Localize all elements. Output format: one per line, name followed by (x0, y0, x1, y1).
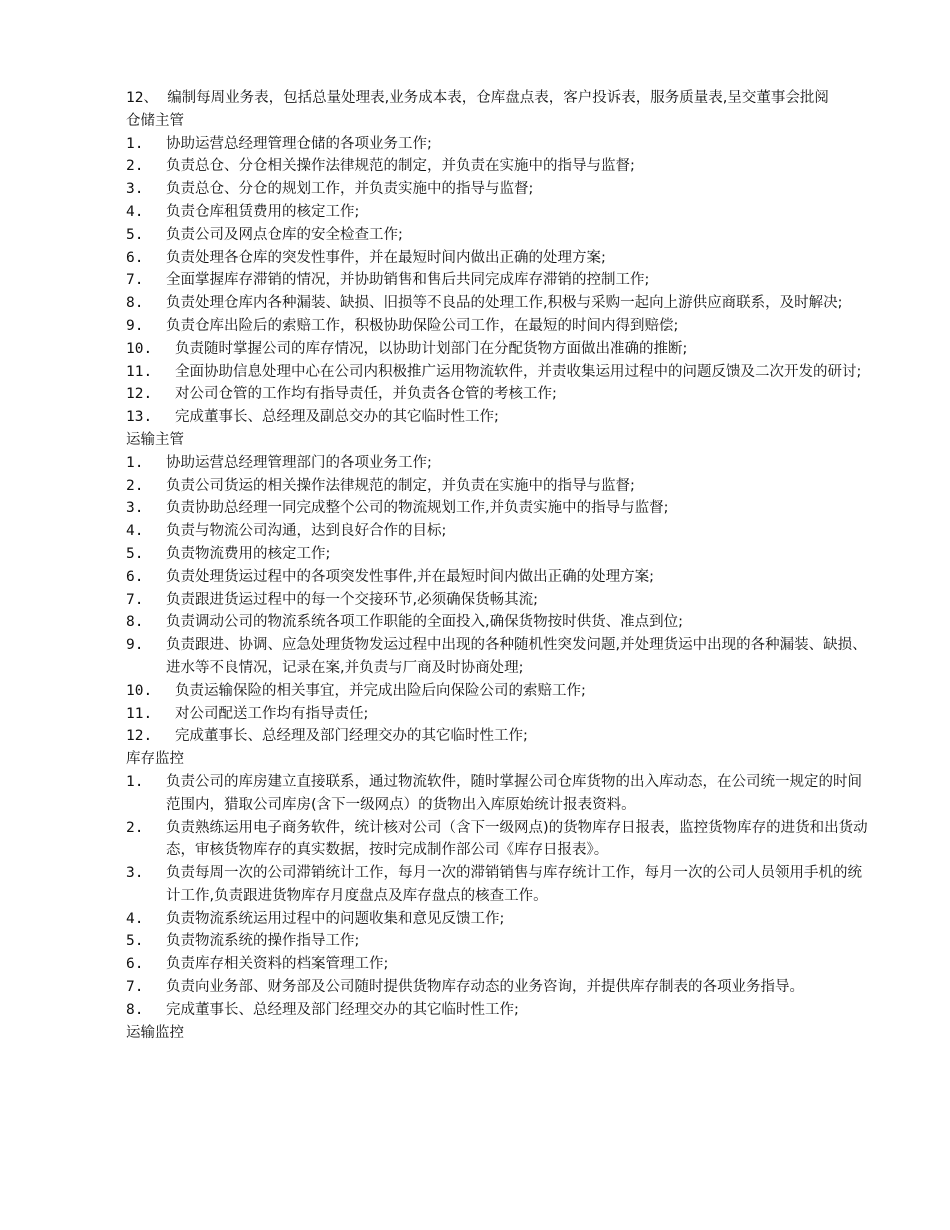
section-heading: 库存监控 (126, 751, 184, 768)
list-item-number: 8. (126, 1001, 144, 1018)
list-item (88, 589, 868, 612)
list-item-text: 负责物流系统的操作指导工作; (166, 933, 360, 950)
list-item-text: 负责跟进货运过程中的每一个交接环节,必须确保货畅其流; (166, 591, 538, 608)
intro-paragraph (88, 87, 868, 110)
list-item-text: 负责处理货运过程中的各项突发性事件,并在最短时间内做出正确的处理方案; (166, 568, 654, 585)
list-item-number: 2. (126, 158, 144, 175)
list-item (88, 611, 868, 634)
list-item (88, 634, 868, 680)
list-item-number: 1. (126, 773, 144, 790)
list-item (88, 224, 868, 247)
list-item-text: 负责总仓、分仓相关操作法律规范的制定，并负责在实施中的指导与监督; (166, 158, 635, 175)
list-item-number: 5. (126, 933, 144, 950)
list-item (88, 725, 868, 748)
list-item-number: 6. (126, 249, 144, 266)
list-item (88, 999, 868, 1022)
list-item (88, 178, 868, 201)
list-item (88, 269, 868, 292)
list-item-text: 负责调动公司的物流系统各项工作职能的全面投入,确保货物按时供货、准点到位; (166, 614, 683, 631)
section-heading: 仓储主管 (126, 112, 184, 129)
list-item-text: 完成董事长、总经理及副总交办的其它临时性工作; (175, 409, 499, 426)
list-item-text: 协助运营总经理管理仓储的各项业务工作; (166, 135, 432, 152)
list-item-number: 7. (126, 591, 144, 608)
list-item-text: 负责总仓、分仓的规划工作，并负责实施中的指导与监督; (166, 181, 534, 198)
list-item-text: 负责向业务部、财务部及公司随时提供货物库存动态的业务咨询，并提供库存制表的各项业务指导。 (166, 979, 804, 996)
list-item (88, 292, 868, 315)
list-item-text: 负责仓库租赁费用的核定工作; (166, 203, 360, 220)
list-item-number: 2. (126, 819, 144, 836)
list-item-text: 负责公司货运的相关操作法律规范的制定，并负责在实施中的指导与监督; (166, 477, 635, 494)
list-item-text: 负责物流费用的核定工作; (166, 545, 331, 562)
list-item (88, 497, 868, 520)
list-item-text: 负责公司的库房建立直接联系，通过物流软件，随时掌握公司仓库货物的出入库动态，在公司统一规定的时间范围内，猎取公司库房(含下一级网点）的货物出入库原始统计报表资料。 (166, 773, 862, 813)
list-item-number: 8. (126, 295, 144, 312)
list-item-text: 完成董事长、总经理及部门经理交办的其它临时性工作; (175, 728, 528, 745)
list-item (88, 361, 868, 384)
list-item-text: 负责协助总经理一同完成整个公司的物流规划工作,并负责实施中的指导与监督; (166, 500, 669, 517)
list-item (88, 930, 868, 953)
intro-number: 12、 (126, 90, 158, 106)
list-item (88, 976, 868, 999)
list-item-text: 全面协助信息处理中心在公司内积极推广运用物流软件，并责收集运用过程中的问题反馈及二次开发的研讨; (175, 363, 862, 380)
list-item-text: 负责熟练运用电子商务软件，统计核对公司（含下一级网点)的货物库存日报表，监控货物库存的进货和出货动态，审核货物库存的真实数据，按时完成制作部公司《库存日报表》。 (166, 819, 868, 859)
list-item-text: 负责库存相关资料的档案管理工作; (166, 956, 389, 973)
list-item-text: 负责与物流公司沟通，达到良好合作的目标; (166, 523, 447, 540)
list-item-number: 13. (126, 409, 153, 426)
list-item-number: 6. (126, 568, 144, 585)
list-item-number: 3. (126, 181, 144, 198)
list-item (88, 315, 868, 338)
list-item (88, 953, 868, 976)
list-item-text: 负责随时掌握公司的库存情况，以协助计划部门在分配货物方面做出准确的推断; (175, 340, 688, 357)
list-item (88, 155, 868, 178)
list-item-number: 3. (126, 865, 144, 882)
sections-container (88, 110, 868, 1045)
document-body (88, 87, 868, 1044)
list-item (88, 862, 868, 908)
list-item-text: 完成董事长、总经理及部门经理交办的其它临时性工作; (166, 1001, 519, 1018)
list-item-number: 2. (126, 477, 144, 494)
list-item-number: 7. (126, 979, 144, 996)
list-item-text: 负责运输保险的相关事宜，并完成出险后向保险公司的索赔工作; (175, 682, 586, 699)
list-item-number: 9. (126, 637, 144, 654)
list-item-text: 负责处理各仓库的突发性事件，并在最短时间内做出正确的处理方案; (166, 249, 606, 266)
list-item-number: 11. (126, 363, 153, 380)
list-item-number: 12. (126, 386, 153, 403)
list-item-text: 对公司配送工作均有指导责任; (175, 705, 369, 722)
list-item (88, 543, 868, 566)
list-item-number: 4. (126, 523, 144, 540)
list-item-number: 11. (126, 705, 153, 722)
list-item-text: 负责每周一次的公司滞销统计工作，每月一次的滞销销售与库存统计工作，每月一次的公司人员领用手机的统计工作,负责跟进货物库存月度盘点及库存盘点的核查工作。 (166, 865, 862, 904)
list-item (88, 680, 868, 703)
list-item-number: 10. (126, 340, 153, 357)
list-item-text: 负责公司及网点仓库的安全检查工作; (166, 226, 403, 243)
list-item-number: 5. (126, 226, 144, 243)
list-item (88, 406, 868, 429)
list-item-number: 10. (126, 682, 153, 699)
list-item (88, 817, 868, 863)
list-item-text: 对公司仓管的工作均有指导责任，并负责各仓管的考核工作; (175, 386, 557, 403)
list-item-number: 12. (126, 728, 153, 745)
list-item (88, 520, 868, 543)
intro-text: 编制每周业务表，包括总量处理表,业务成本表，仓库盘点表，客户投诉表，服务质量表,呈交董事会批阅 (167, 90, 829, 106)
list-item-number: 3. (126, 500, 144, 517)
list-item-text: 负责跟进、协调、应急处理货物发运过程中出现的各种随机性突发问题,并处理货运中出现的各种漏装、缺损、进水等不良情况，记录在案,并负责与厂商及时协商处理; (166, 637, 867, 676)
list-item-text: 负责物流系统运用过程中的问题收集和意见反馈工作; (166, 910, 505, 927)
list-item (88, 201, 868, 224)
list-item-text: 全面掌握库存滞销的情况，并协助销售和售后共同完成库存滞销的控制工作; (166, 272, 650, 289)
section-heading: 运输主管 (126, 431, 184, 448)
list-item (88, 383, 868, 406)
list-item-number: 6. (126, 956, 144, 973)
list-item (88, 247, 868, 270)
list-item-number: 1. (126, 454, 144, 471)
list-item-number: 4. (126, 203, 144, 220)
list-item-text: 负责仓库出险后的索赔工作，积极协助保险公司工作，在最短的时间内得到赔偿; (166, 317, 679, 334)
list-item-number: 8. (126, 614, 144, 631)
list-item (88, 908, 868, 931)
list-item-number: 1. (126, 135, 144, 152)
list-item (88, 133, 868, 156)
section-heading: 运输监控 (126, 1024, 184, 1041)
list-item (88, 703, 868, 726)
list-item-number: 7. (126, 272, 144, 289)
list-item-number: 4. (126, 910, 144, 927)
list-item (88, 338, 868, 361)
list-item (88, 475, 868, 498)
list-item (88, 566, 868, 589)
list-item-number: 9. (126, 317, 144, 334)
list-item-number: 5. (126, 545, 144, 562)
list-item (88, 452, 868, 475)
list-item (88, 771, 868, 817)
list-item-text: 负责处理仓库内各种漏装、缺损、旧损等不良品的处理工作,积极与采购一起向上游供应商联系，及时解决; (166, 295, 843, 312)
list-item-text: 协助运营总经理管理部门的各项业务工作; (166, 454, 432, 471)
